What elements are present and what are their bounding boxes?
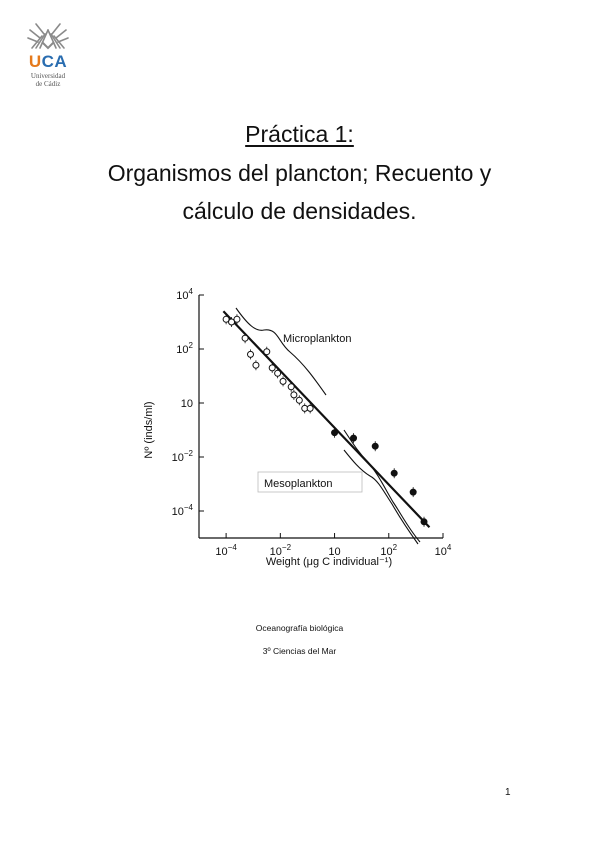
- course-name: Oceanografía biológica: [255, 623, 344, 633]
- logo-emblem-icon: [18, 18, 78, 52]
- logo-ca: CA: [41, 52, 68, 71]
- microplankton-point: [280, 378, 286, 384]
- y-tick-label: $10^{-4}$: [171, 503, 193, 518]
- microplankton-point: [288, 384, 294, 390]
- university-logo: [18, 18, 78, 92]
- microplankton-label: Microplankton: [283, 333, 352, 345]
- microplankton-point: [296, 397, 302, 403]
- x-tick-label: $10^{-2}$: [269, 543, 292, 558]
- page-number: 1: [505, 787, 511, 798]
- y-tick-label: $10^4$: [176, 287, 193, 302]
- y-tick-label: $10^{-2}$: [171, 449, 193, 464]
- title-line-3: cálculo de densidades.: [182, 198, 417, 224]
- logo-wordmark: [18, 52, 78, 72]
- x-tick-label: 10: [328, 546, 341, 558]
- microplankton-point: [253, 362, 259, 368]
- logo-line-2: de Cádiz: [35, 80, 61, 88]
- microplankton-point: [242, 335, 248, 341]
- x-tick-label: $10^2$: [380, 543, 398, 558]
- microplankton-point: [234, 316, 240, 322]
- microplankton-point: [275, 370, 281, 376]
- mesoplankton-point: [421, 519, 427, 525]
- y-tick-label: $10^2$: [176, 341, 193, 356]
- mesoplankton-label: Mesoplankton: [264, 478, 333, 490]
- title-line-2: Organismos del plancton; Recuento y: [107, 160, 492, 186]
- mesoplankton-point: [351, 435, 357, 441]
- y-tick-label: 10: [180, 398, 193, 410]
- microplankton-point: [307, 405, 313, 411]
- x-tick-label: $10^{-4}$: [215, 543, 237, 558]
- degree-name: 3º Ciencias del Mar: [262, 646, 337, 656]
- y-axis-label: Nº (inds/ml): [143, 401, 155, 459]
- x-axis-label: Weight (μg C individual⁻¹): [265, 556, 393, 568]
- mesoplankton-point: [410, 489, 416, 495]
- mesoplankton-point: [372, 443, 378, 449]
- x-tick-label: $10^4$: [434, 543, 452, 558]
- mesoplankton-envelope-lower: [344, 450, 418, 544]
- logo-u: U: [28, 52, 42, 71]
- size-spectrum-chart: [138, 280, 458, 575]
- microplankton-point: [264, 349, 270, 355]
- mesoplankton-point: [391, 470, 397, 476]
- microplankton-point: [291, 392, 297, 398]
- logo-line-1: Universidad: [30, 72, 66, 80]
- size-spectrum-figure: [138, 280, 458, 575]
- practice-title: Práctica 1:: [245, 121, 354, 147]
- microplankton-point: [269, 365, 275, 371]
- microplankton-point: [248, 351, 254, 357]
- mesoplankton-point: [332, 430, 338, 436]
